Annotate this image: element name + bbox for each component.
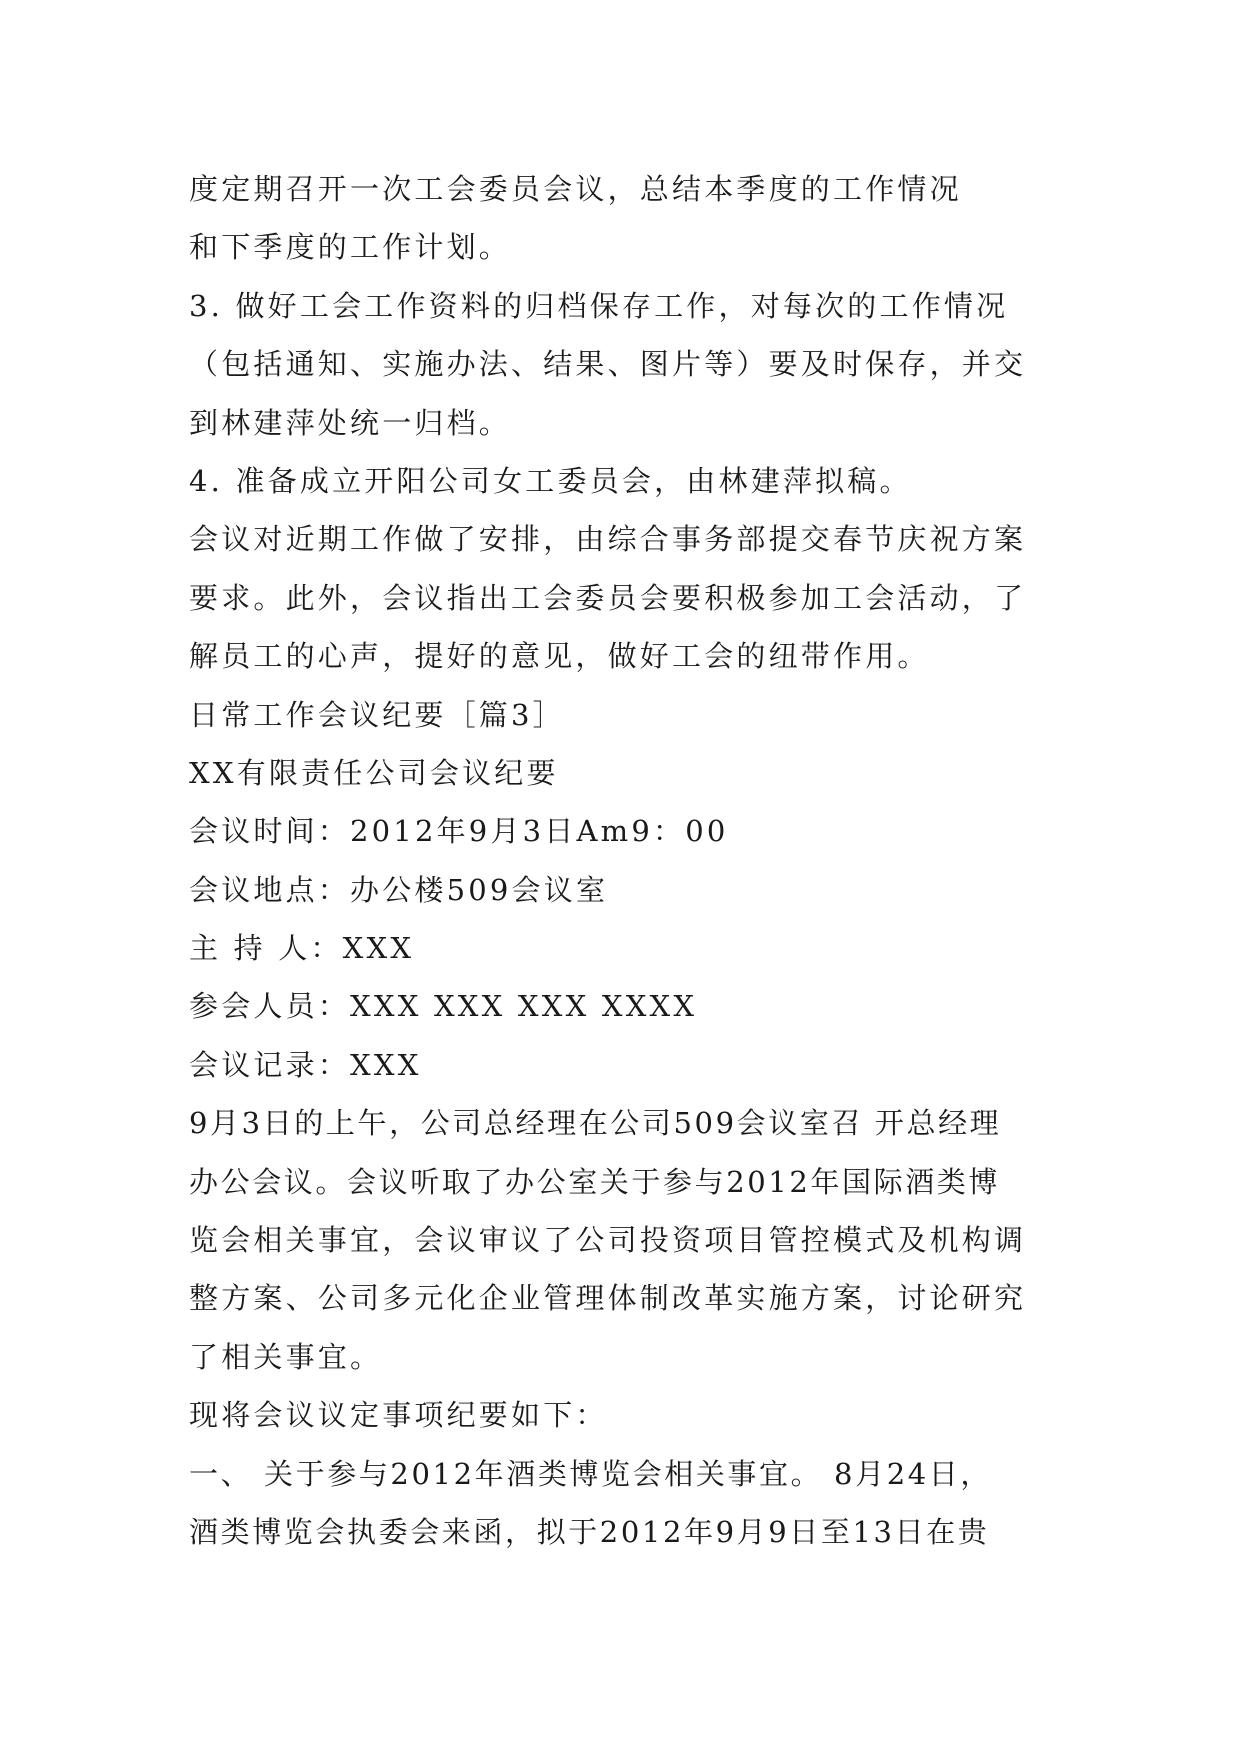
text-line: （包括通知、实施办法、结果、图片等）要及时保存，并交 <box>189 347 1027 382</box>
meeting-attendees: 参会人员：XXX XXX XXX XXXX <box>189 989 698 1024</box>
text-line: 解员工的心声，提好的意见，做好工会的纽带作用。 <box>189 639 930 674</box>
text-line: 现将会议议定事项纪要如下： <box>189 1398 608 1433</box>
text-line: 4. 准备成立开阳公司女工委员会，由林建萍拟稿。 <box>189 463 912 498</box>
document-title: XX有限责任公司会议纪要 <box>189 755 559 790</box>
text-line: 办公会议。会议听取了办公室关于参与2012年国际酒类博 <box>189 1164 1001 1199</box>
text-line: 3. 做好工会工作资料的归档保存工作，对每次的工作情况 <box>189 288 1009 323</box>
text-line: 要求。此外，会议指出工会委员会要积极参加工会活动，了 <box>189 580 1027 615</box>
text-line: 一、 关于参与2012年酒类博览会相关事宜。 8月24日， <box>189 1456 992 1491</box>
text-line: 览会相关事宜，会议审议了公司投资项目管控模式及机构调 <box>189 1223 1027 1258</box>
text-line: 到林建萍处统一归档。 <box>189 405 512 440</box>
text-line: 度定期召开一次工会委员会议，总结本季度的工作情况 <box>189 172 962 206</box>
text-line: 会议对近期工作做了安排，由综合事务部提交春节庆祝方案 <box>189 522 1027 557</box>
meeting-recorder: 会议记录：XXX <box>189 1047 422 1082</box>
document-body <box>189 160 1049 1561</box>
text-line: 和下季度的工作计划。 <box>189 230 512 265</box>
meeting-time: 会议时间：2012年9月3日Am9：00 <box>189 814 729 849</box>
text-line: 9月3日的上午，公司总经理在公司509会议室召 开总经理 <box>189 1106 1002 1141</box>
section-heading: 日常工作会议纪要［篇3］ <box>189 697 565 732</box>
meeting-host: 主 持 人：XXX <box>189 931 415 966</box>
meeting-location: 会议地点：办公楼509会议室 <box>189 872 609 907</box>
text-line: 整方案、公司多元化企业管理体制改革实施方案，讨论研究 <box>189 1281 1027 1316</box>
text-line: 酒类博览会执委会来函，拟于2012年9月9日至13日在贵 <box>189 1514 990 1549</box>
text-line: 了相关事宜。 <box>189 1339 383 1374</box>
